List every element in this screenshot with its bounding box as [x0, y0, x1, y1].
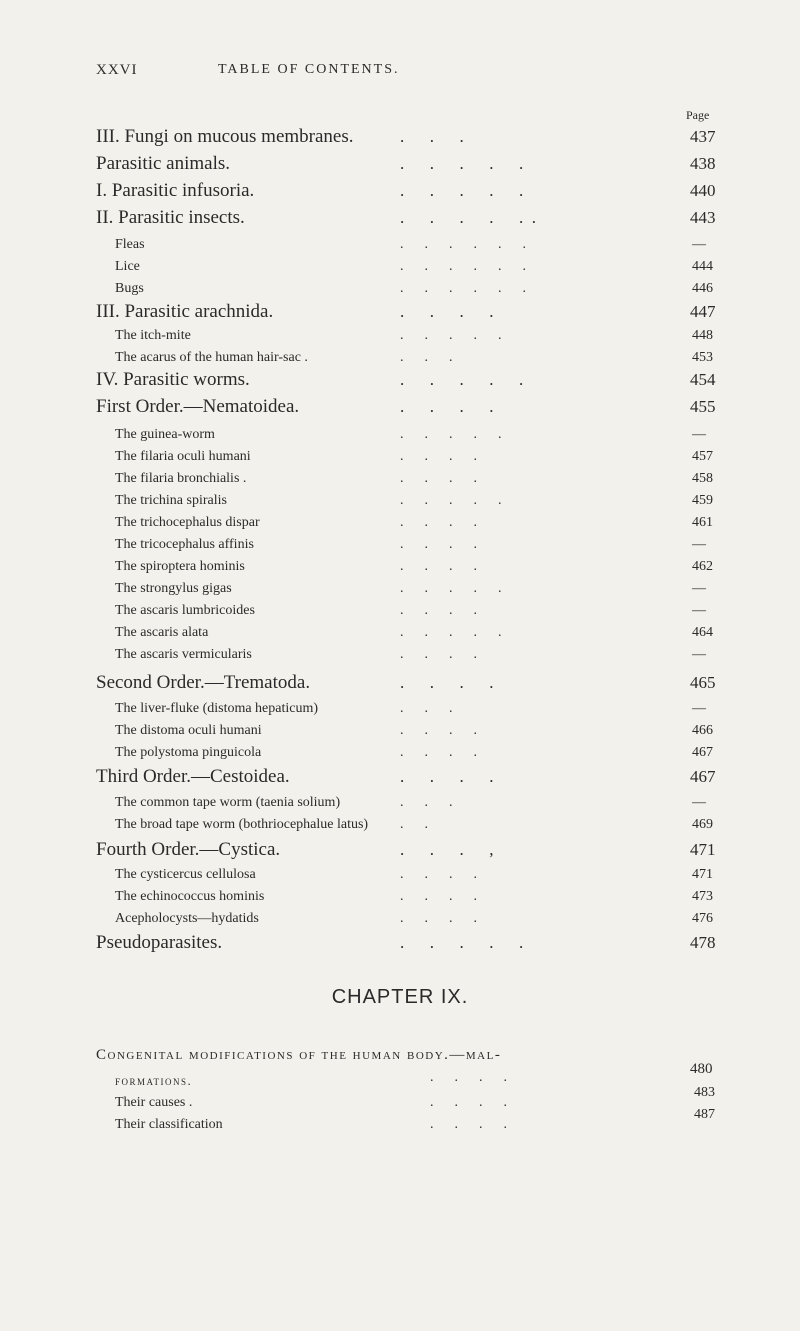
toc-subsection-entry	[0, 347, 800, 369]
sub-entry-dots: . . . .	[430, 1117, 507, 1132]
toc-entry-label: Second Order.—Trematoda.	[96, 672, 311, 693]
toc-page-number: 440	[690, 181, 716, 200]
toc-leader-dots: . . . .	[400, 537, 477, 552]
toc-leader-dots: . . . .	[400, 559, 477, 574]
toc-subsection-entry	[0, 468, 800, 490]
toc-subsection-entry	[0, 886, 800, 908]
toc-page-number: —	[692, 603, 706, 618]
toc-leader-dots: . . . .	[400, 471, 477, 486]
toc-entry-label: Lice	[115, 259, 140, 274]
toc-leader-dots: . . . .	[400, 745, 477, 760]
toc-subsection-entry	[0, 644, 800, 666]
toc-leader-dots: . . . . .	[400, 154, 524, 173]
toc-page-number: 444	[692, 259, 713, 274]
toc-entry-label: Pseudoparasites.	[96, 932, 223, 953]
toc-subsection-entry	[0, 490, 800, 512]
toc-page-number: 461	[692, 515, 713, 530]
toc-leader-dots: . . . .	[400, 767, 494, 786]
toc-page-number: 453	[692, 350, 713, 365]
toc-entry-label: The itch-mite	[115, 328, 191, 343]
toc-entry-label: II. Parasitic insects.	[96, 207, 245, 228]
toc-leader-dots: . . . .	[400, 515, 477, 530]
toc-subsection-entry	[0, 234, 800, 256]
toc-leader-dots: . .	[400, 817, 428, 832]
toc-leader-dots: . . . . . .	[400, 259, 526, 274]
toc-leader-dots: . . . . .	[400, 427, 502, 442]
toc-entry-label: The cysticercus cellulosa	[115, 867, 256, 882]
toc-leader-dots: . . . . .	[400, 328, 502, 343]
toc-page-number: 469	[692, 817, 713, 832]
toc-leader-dots: . . .	[400, 350, 453, 365]
toc-page-number: 458	[692, 471, 713, 486]
toc-entry-label: The common tape worm (taenia solium)	[115, 795, 341, 810]
toc-leader-dots: . . .	[400, 127, 464, 146]
toc-page-number: 467	[692, 745, 713, 760]
toc-subsection-entry	[0, 534, 800, 556]
toc-leader-dots: . . . .	[400, 911, 477, 926]
toc-subsection-entry	[0, 814, 800, 836]
toc-entry-label: The strongylus gigas	[115, 581, 232, 596]
chapter-title-line-1: Congenital modifications of the human body.—mal-	[96, 1047, 502, 1063]
toc-page-number: —	[692, 581, 706, 596]
toc-page-number: —	[692, 701, 706, 716]
toc-page-number: —	[692, 237, 706, 252]
toc-leader-dots: . . . .	[400, 302, 494, 321]
toc-entry-label: The trichina spiralis	[115, 493, 227, 508]
sub-entry-dots: . . . .	[430, 1095, 507, 1110]
toc-entry-label: I. Parasitic infusoria.	[96, 180, 255, 201]
toc-entry-label: The ascaris alata	[115, 625, 209, 640]
toc-entry-label: III. Parasitic arachnida.	[96, 301, 274, 322]
toc-page-number: 455	[690, 397, 716, 416]
toc-subsection-entry	[0, 864, 800, 886]
toc-section-entry	[0, 301, 800, 323]
toc-page-number: 466	[692, 723, 713, 738]
toc-leader-dots: . . . . .	[400, 581, 502, 596]
toc-page-number: 473	[692, 889, 713, 904]
toc-page-number: —	[692, 427, 706, 442]
chapter-title-leader-dots: . . . .	[430, 1070, 507, 1085]
toc-page-number: 446	[692, 281, 713, 296]
toc-leader-dots: . . . .	[400, 449, 477, 464]
chapter-title-line-2: formations.	[115, 1073, 193, 1088]
toc-leader-dots: . . .	[400, 701, 453, 716]
toc-subsection-entry	[0, 578, 800, 600]
toc-subsection-entry	[0, 556, 800, 578]
toc-leader-dots: . . . .	[400, 889, 477, 904]
toc-section-entry	[0, 369, 800, 391]
toc-subsection-entry	[0, 792, 800, 814]
toc-section-entry	[0, 396, 800, 418]
toc-page-number: 454	[690, 370, 716, 389]
toc-entry-label: Fleas	[115, 237, 145, 252]
toc-page-number: 471	[690, 840, 716, 859]
toc-subsection-entry	[0, 622, 800, 644]
chapter-title-page: 480	[690, 1061, 713, 1077]
toc-page-number: 447	[690, 302, 716, 321]
toc-entry-label: The tricocephalus affinis	[115, 537, 254, 552]
toc-entry-label: The ascaris vermicularis	[115, 647, 252, 662]
sub-entry-page: 487	[694, 1107, 715, 1122]
toc-leader-dots: . . . . .	[400, 370, 524, 389]
toc-leader-dots: . . . .	[400, 673, 494, 692]
toc-entry-label: The liver-fluke (distoma hepaticum)	[115, 701, 319, 716]
toc-section-entry	[0, 766, 800, 788]
toc-entry-label: The acarus of the human hair-sac .	[115, 350, 308, 365]
toc-page-number: 476	[692, 911, 713, 926]
toc-section-entry	[0, 153, 800, 175]
page-number-roman: XXVI	[96, 62, 138, 78]
toc-leader-dots: . . .	[400, 795, 453, 810]
toc-subsection-entry	[0, 720, 800, 742]
toc-leader-dots: . . . . .	[400, 493, 502, 508]
toc-entry-label: First Order.—Nematoidea.	[96, 396, 300, 417]
toc-page-number: 467	[690, 767, 716, 786]
sub-entry-label: Their classification	[115, 1117, 223, 1132]
toc-leader-dots: . . . .	[400, 397, 494, 416]
toc-entry-label: The spiroptera hominis	[115, 559, 245, 574]
toc-subsection-entry	[0, 908, 800, 930]
toc-subsection-entry	[0, 256, 800, 278]
toc-entry-label: IV. Parasitic worms.	[96, 369, 250, 390]
toc-entry-label: The echinococcus hominis	[115, 889, 265, 904]
toc-page-number: 443	[690, 208, 716, 227]
toc-section-entry	[0, 839, 800, 861]
toc-leader-dots: . . . .	[400, 867, 477, 882]
chapter-heading: CHAPTER IX.	[331, 986, 469, 1008]
toc-leader-dots: . . . . . .	[400, 237, 526, 252]
toc-page-number: —	[692, 795, 706, 810]
toc-leader-dots: . . . . . .	[400, 281, 526, 296]
toc-entry-label: The ascaris lumbricoides	[115, 603, 255, 618]
toc-leader-dots: . . . .	[400, 723, 477, 738]
page-column-label: Page	[686, 108, 710, 122]
toc-entry-label: The guinea-worm	[115, 427, 215, 442]
toc-page-number: 448	[692, 328, 713, 343]
toc-entry-label: The distoma oculi humani	[115, 723, 262, 738]
toc-entry-label: Bugs	[115, 281, 144, 296]
toc-entry-label: Parasitic animals.	[96, 153, 231, 174]
toc-page-number: 478	[690, 933, 716, 952]
toc-page-number: 471	[692, 867, 713, 882]
toc-entry-label: The broad tape worm (bothriocephalue latus)	[115, 817, 369, 832]
toc-page-number: 438	[690, 154, 716, 173]
toc-leader-dots: . . . . .	[400, 933, 524, 952]
toc-leader-dots: . . . . .	[400, 181, 524, 200]
toc-page-number: 465	[690, 673, 716, 692]
toc-page-number: 464	[692, 625, 713, 640]
toc-entry-label: III. Fungi on mucous membranes.	[96, 126, 354, 147]
toc-page-number: 457	[692, 449, 713, 464]
toc-entry-label: Fourth Order.—Cystica.	[96, 839, 281, 860]
toc-leader-dots: . . . ,	[400, 840, 494, 859]
toc-page-number: —	[692, 647, 706, 662]
toc-entry-label: Acepholocysts—hydatids	[115, 911, 259, 926]
toc-subsection-entry	[0, 278, 800, 300]
toc-entry-label: Third Order.—Cestoidea.	[96, 766, 290, 787]
toc-section-entry	[0, 126, 800, 148]
toc-subsection-entry	[0, 446, 800, 468]
toc-page-number: 459	[692, 493, 713, 508]
toc-leader-dots: . . . .	[400, 603, 477, 618]
toc-entry-label: The polystoma pinguicola	[115, 745, 262, 760]
toc-subsection-entry	[0, 742, 800, 764]
toc-subsection-entry	[0, 512, 800, 534]
toc-entry-label: The filaria bronchialis .	[115, 471, 247, 486]
running-header-title: TABLE OF CONTENTS.	[218, 62, 400, 77]
toc-subsection-entry	[0, 325, 800, 347]
toc-leader-dots: . . . . .	[400, 625, 502, 640]
toc-subsection-entry	[0, 698, 800, 720]
toc-page-number: 462	[692, 559, 713, 574]
sub-entry-page: 483	[694, 1085, 715, 1100]
toc-subsection-entry	[0, 424, 800, 446]
toc-subsection-entry	[0, 600, 800, 622]
toc-section-entry	[0, 932, 800, 954]
toc-section-entry	[0, 207, 800, 229]
toc-section-entry	[0, 180, 800, 202]
toc-page-number: —	[692, 537, 706, 552]
toc-entry-label: The trichocephalus dispar	[115, 515, 260, 530]
toc-leader-dots: . . . . . .	[400, 208, 536, 227]
sub-entry-label: Their causes .	[115, 1095, 193, 1110]
toc-page-number: 437	[690, 127, 716, 146]
toc-section-entry	[0, 672, 800, 694]
toc-entry-label: The filaria oculi humani	[115, 449, 251, 464]
toc-leader-dots: . . . .	[400, 647, 477, 662]
